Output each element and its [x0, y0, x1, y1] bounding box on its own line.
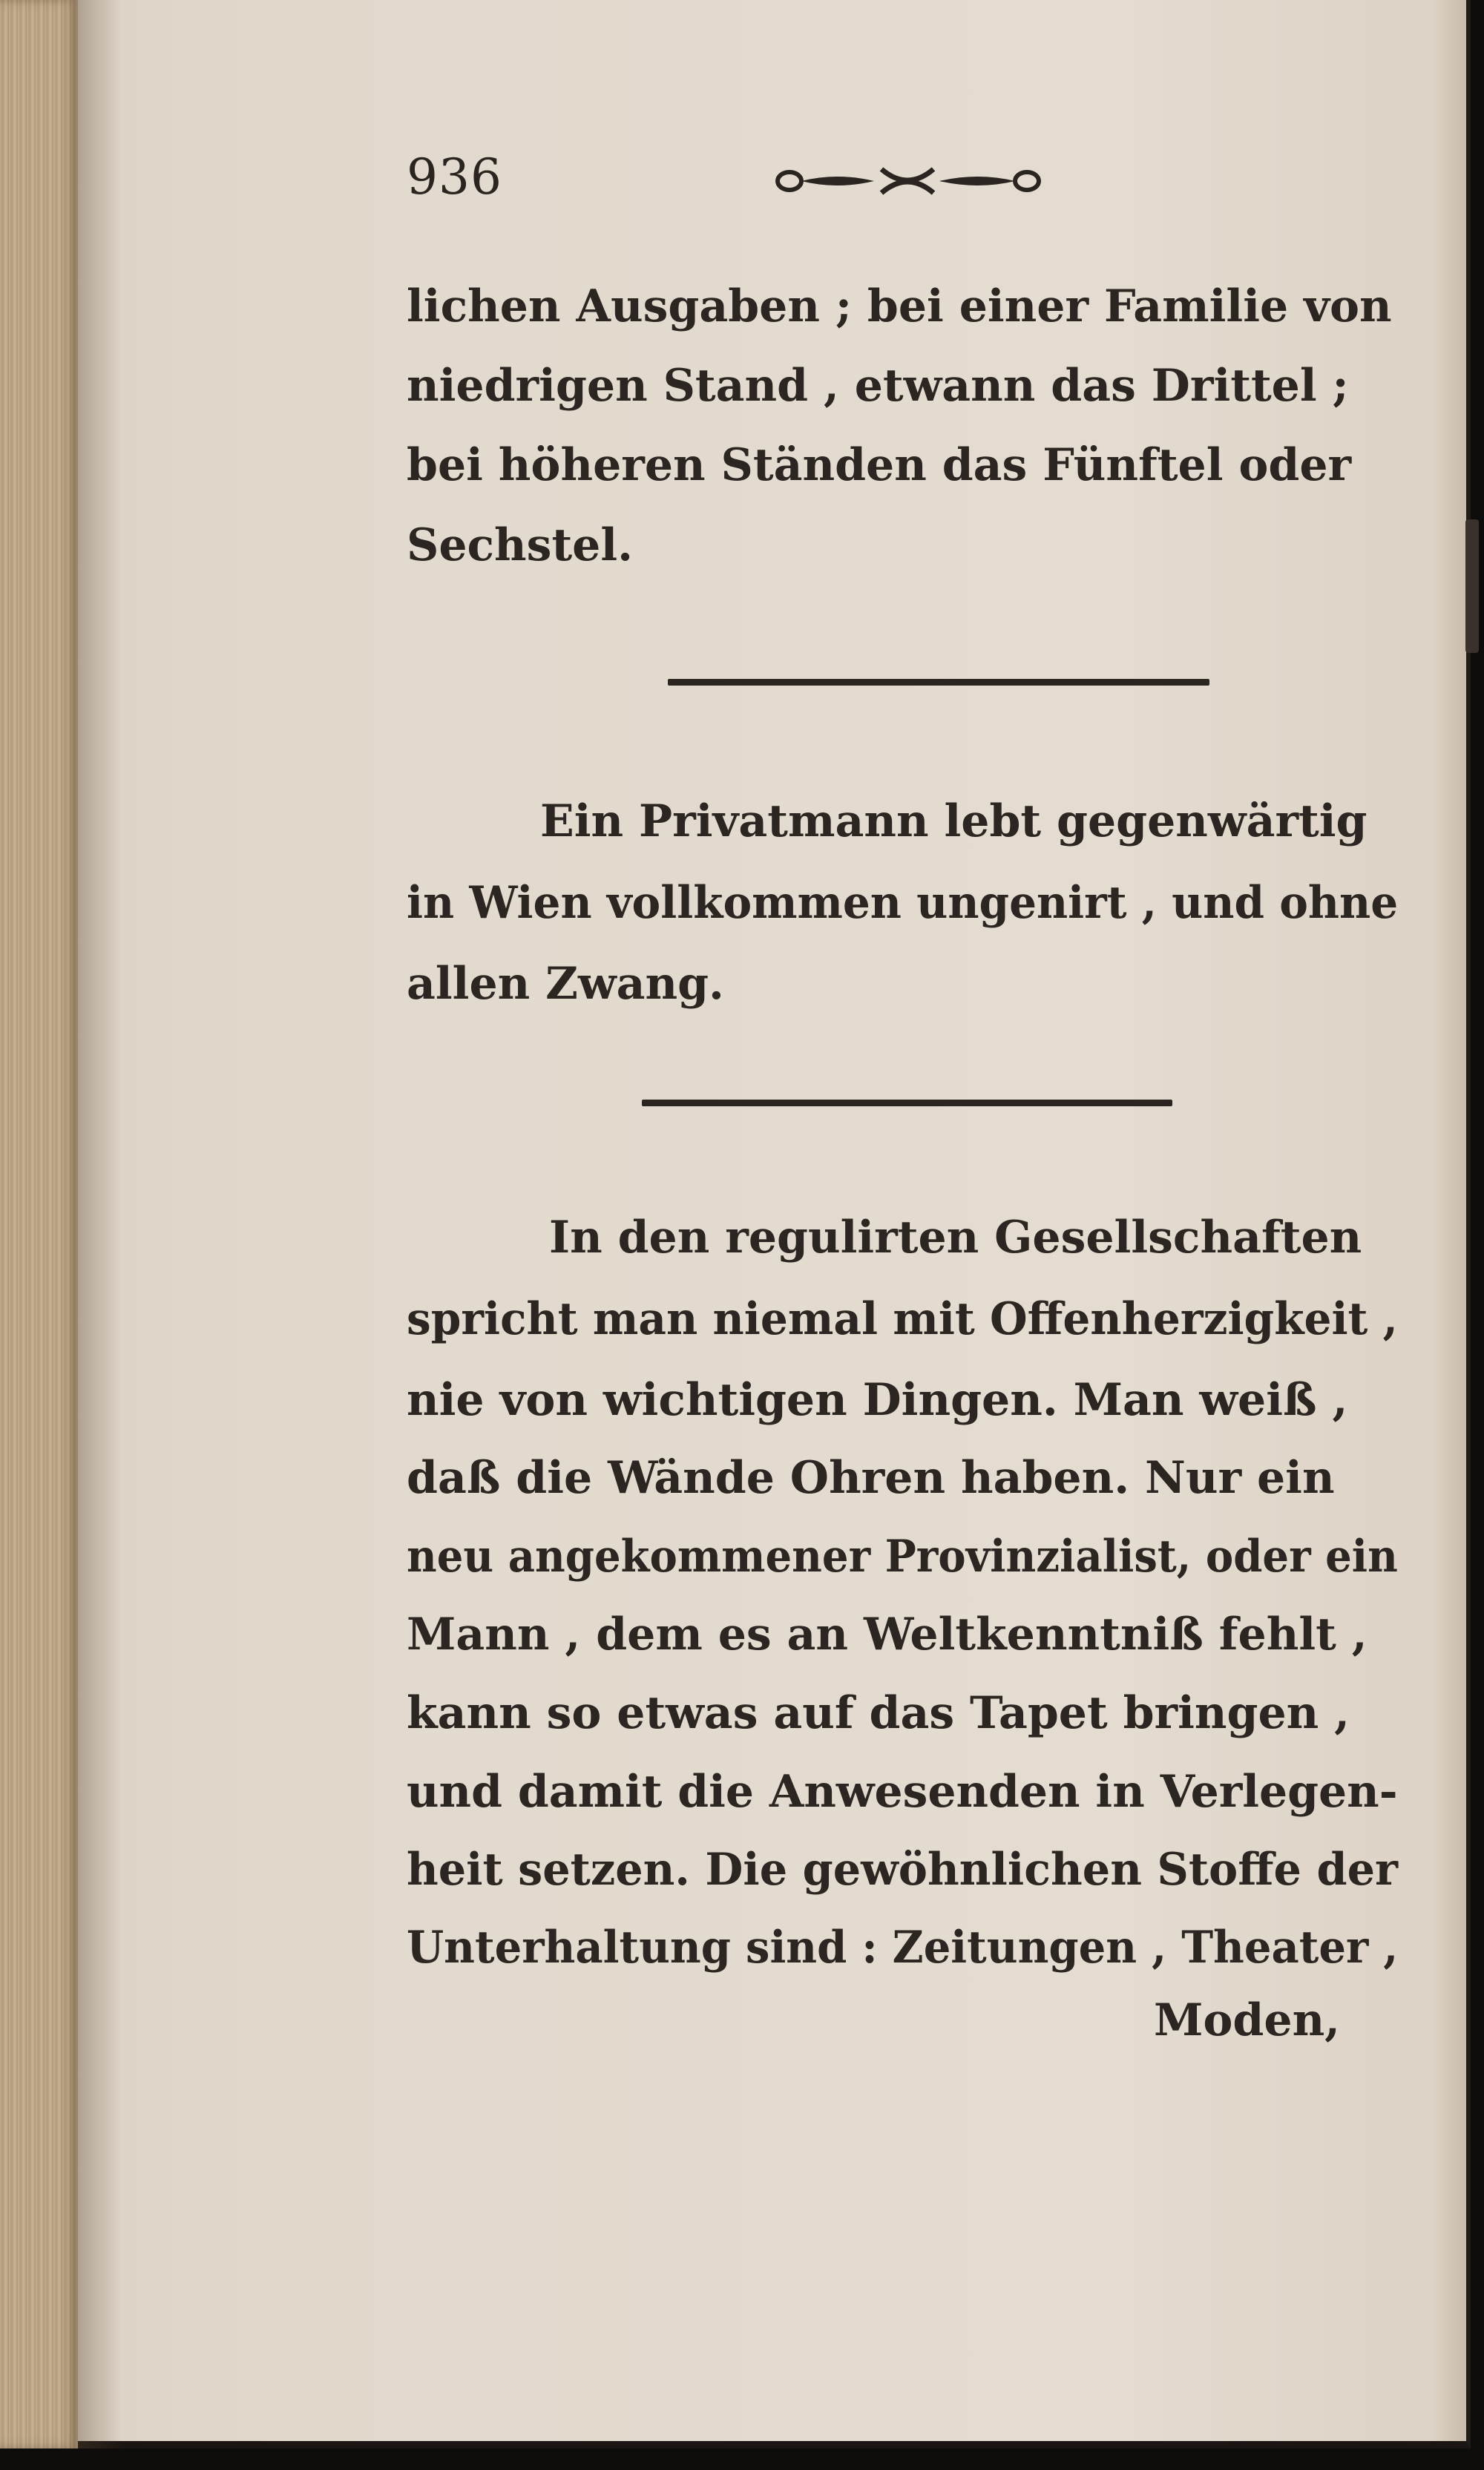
paragraph-3-line: Unterhaltung sind : Zeitungen , Theater , [407, 1922, 1399, 1974]
paragraph-2-line: allen Zwang. [407, 958, 724, 1010]
section-divider [642, 1100, 1172, 1106]
paragraph-1-line: lichen Ausgaben ; bei einer Familie von [407, 280, 1392, 332]
paragraph-2-line: Ein Privatmann lebt gegenwärtig [540, 795, 1368, 847]
paragraph-3-line: heit setzen. Die gewöhnlichen Stoffe der [407, 1844, 1398, 1896]
paragraph-3-line: nie von wichtigen Dingen. Man weiß , [407, 1374, 1348, 1426]
paragraph-1-line: bei höheren Ständen das Fünftel oder [407, 439, 1352, 491]
ornament-icon [770, 159, 1045, 203]
page-number: 936 [407, 148, 502, 206]
binding-shadow [78, 0, 122, 2448]
paragraph-1-line: Sechstel. [407, 519, 634, 571]
section-divider [668, 679, 1209, 686]
paragraph-3-line: daß die Wände Ohren haben. Nur ein [407, 1452, 1335, 1504]
paragraph-3-line: Mann , dem es an Weltkenntniß fehlt , [407, 1609, 1368, 1661]
paragraph-3-line: neu angekommener Provinzialist, oder ein [407, 1531, 1398, 1583]
paragraph-2-line: in Wien vollkommen ungenirt , und ohne [407, 877, 1399, 929]
paragraph-3-line: kann so etwas auf das Tapet bringen , [407, 1687, 1350, 1739]
paragraph-3-line: und damit die Anwesenden in Verlegen- [407, 1766, 1398, 1818]
page-tab [1465, 519, 1479, 653]
paragraph-3-line: spricht man niemal mit Offenherzigkeit , [407, 1293, 1398, 1345]
page-header [407, 148, 1015, 215]
catchword: Moden, [1154, 1994, 1341, 2046]
paragraph-3-line: In den regulirten Gesellschaften [549, 1212, 1362, 1264]
book-edge [0, 0, 78, 2448]
paragraph-1-line: niedrigen Stand , etwann das Drittel ; [407, 360, 1349, 412]
